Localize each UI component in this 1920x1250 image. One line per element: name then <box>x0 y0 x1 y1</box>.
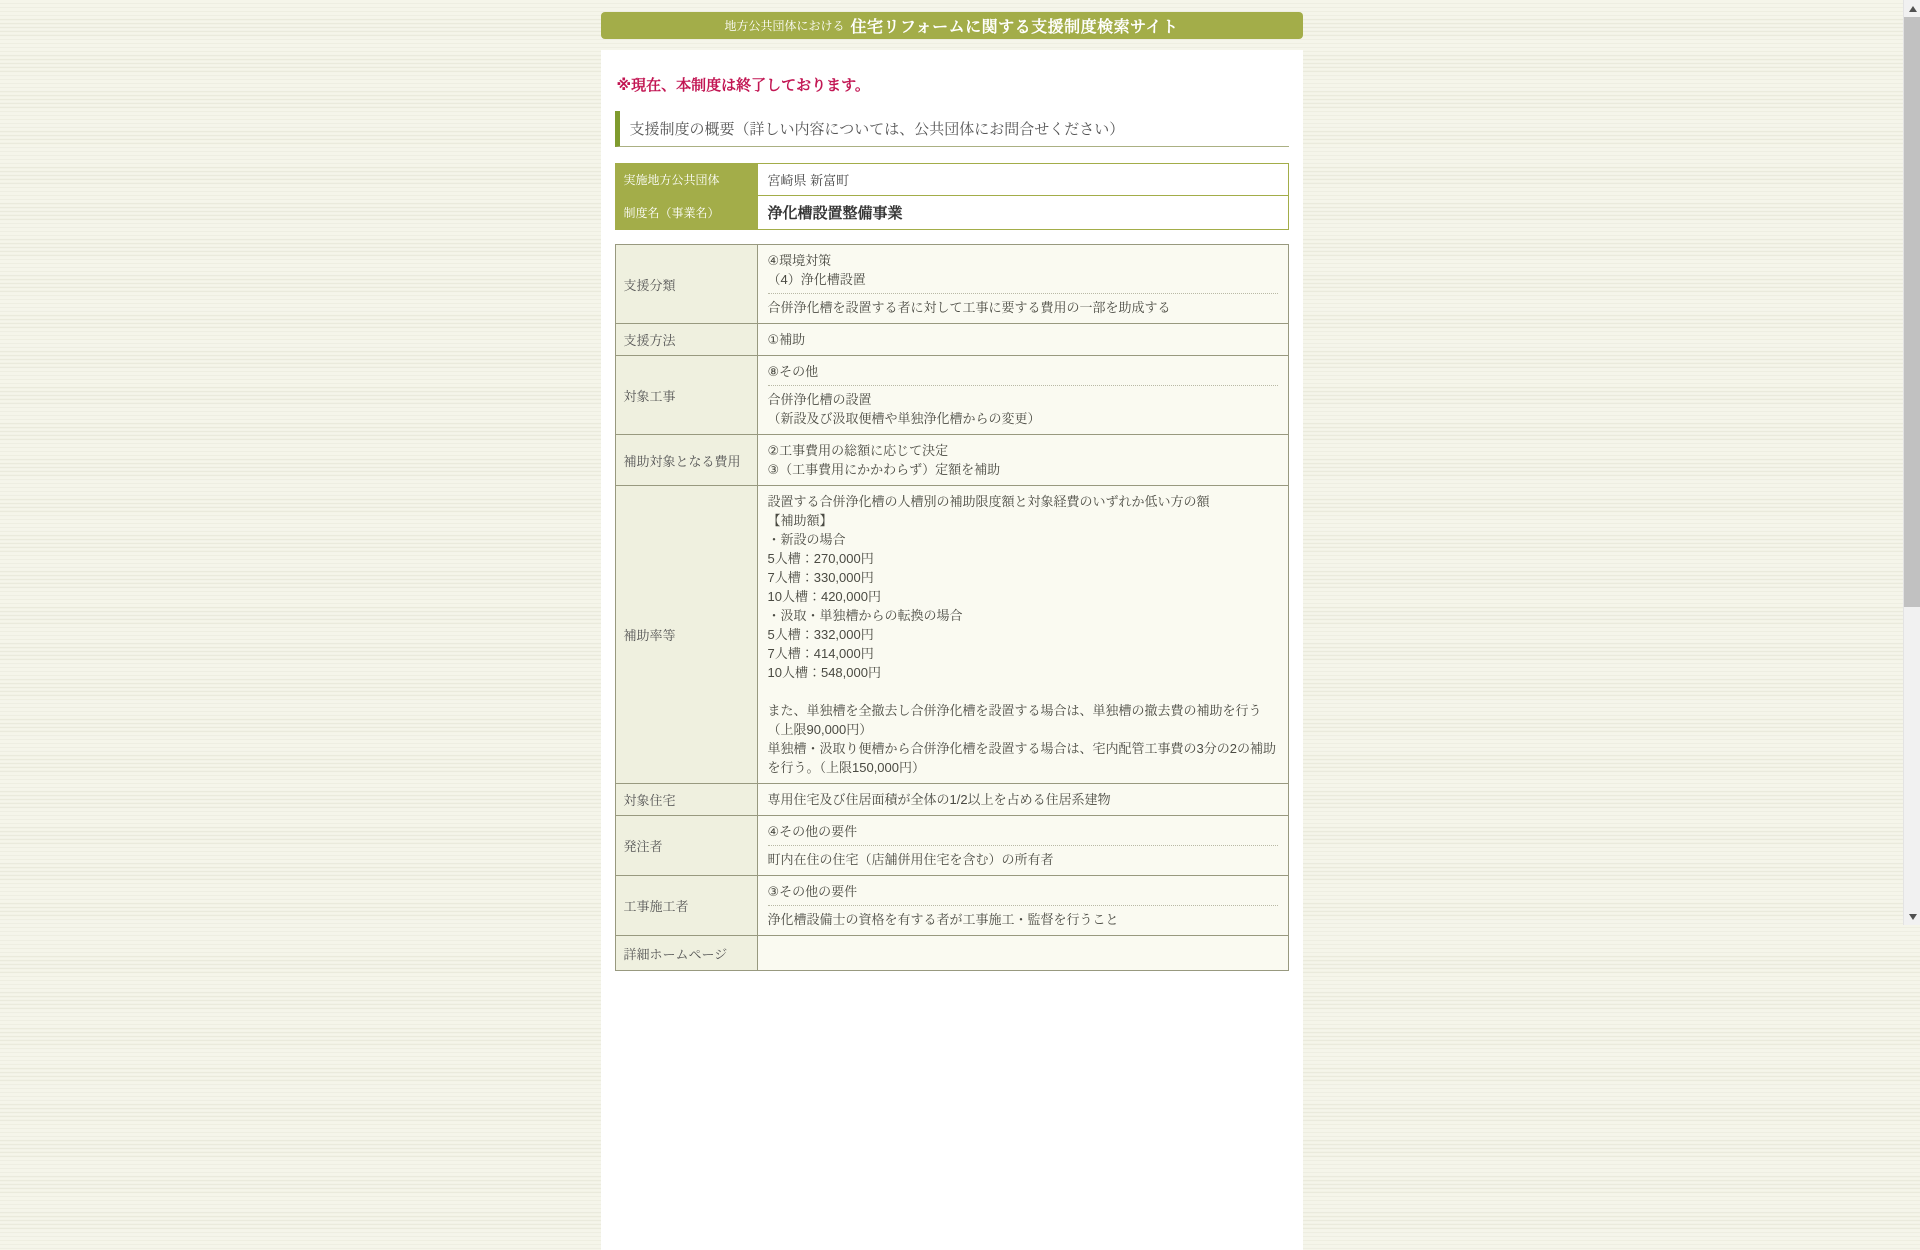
site-title: 住宅リフォームに関する支援制度検索サイト <box>850 19 1179 36</box>
row-value-primary: ⑧その他 <box>767 364 819 379</box>
row-value-primary: ③その他の要件 <box>767 884 858 899</box>
row-label: 対象住宅 <box>615 784 757 816</box>
row-label: 支援方法 <box>615 324 757 356</box>
row-value-primary: ②工事費用の総額に応じて決定 ③（工事費用にかかわらず）定額を補助 <box>767 443 1001 477</box>
scrollbar-up-button[interactable] <box>1904 0 1920 17</box>
table-row <box>615 245 1288 324</box>
row-value <box>757 324 1288 356</box>
scrollbar-down-button[interactable] <box>1904 908 1920 925</box>
table-row <box>615 486 1288 784</box>
row-label: 補助対象となる費用 <box>615 435 757 486</box>
row-label: 発注者 <box>615 816 757 876</box>
table-row <box>615 816 1288 876</box>
row-value <box>757 816 1288 876</box>
down-arrow-icon <box>1909 914 1917 920</box>
row-label: 工事施工者 <box>615 876 757 936</box>
page-viewport <box>0 12 1903 962</box>
table-row <box>615 324 1288 356</box>
row-value-secondary: 町内在住の住宅（店舗併用住宅を含む）の所有者 <box>768 845 1278 869</box>
section-heading: 支援制度の概要（詳しい内容については、公共団体にお問合せください） <box>615 111 1289 147</box>
row-value-primary <box>768 942 1278 964</box>
row-value <box>757 876 1288 936</box>
content-column <box>601 12 1303 1250</box>
row-label: 補助率等 <box>615 486 757 784</box>
row-value-primary: ①補助 <box>767 332 806 347</box>
row-value-secondary: 合併浄化槽を設置する者に対して工事に要する費用の一部を助成する <box>768 293 1278 317</box>
row-value <box>757 435 1288 486</box>
row-value <box>757 784 1288 816</box>
table-row <box>615 164 1288 196</box>
row-value: 浄化槽設置整備事業 <box>757 196 1288 230</box>
main-content-panel <box>601 50 1303 1250</box>
site-title-prefix: 地方公共団体における <box>724 19 845 33</box>
row-value-primary: ④その他の要件 <box>767 824 858 839</box>
table-row <box>615 936 1288 971</box>
table-row <box>615 356 1288 435</box>
system-ended-notice: ※現在、本制度は終了しております。 <box>616 77 870 94</box>
row-value-secondary: 浄化槽設備士の資格を有する者が工事施工・監督を行うこと <box>768 905 1278 929</box>
row-value-primary: ④環境対策 （4）浄化槽設置 <box>767 253 866 287</box>
detail-table <box>615 244 1289 971</box>
up-arrow-icon <box>1909 6 1917 12</box>
row-value-primary: 専用住宅及び住居面積が全体の1/2以上を占める住居系建物 <box>767 792 1111 807</box>
row-label: 詳細ホームページ <box>615 936 757 971</box>
table-row <box>615 196 1288 230</box>
scrollbar[interactable] <box>1903 0 1920 925</box>
row-label: 制度名（事業名） <box>615 196 757 230</box>
row-value <box>757 356 1288 435</box>
row-value <box>757 486 1288 784</box>
table-row <box>615 435 1288 486</box>
table-row <box>615 876 1288 936</box>
row-label: 支援分類 <box>615 245 757 324</box>
row-value-secondary: 合併浄化槽の設置 （新設及び汲取便槽や単独浄化槽からの変更） <box>768 385 1278 428</box>
row-value: 宮崎県 新富町 <box>757 164 1288 196</box>
row-value <box>757 936 1288 971</box>
row-label: 実施地方公共団体 <box>615 164 757 196</box>
row-value <box>757 245 1288 324</box>
table-row <box>615 784 1288 816</box>
site-header-banner <box>601 12 1303 39</box>
scrollbar-thumb[interactable] <box>1904 17 1920 607</box>
summary-table <box>615 163 1289 230</box>
row-label: 対象工事 <box>615 356 757 435</box>
row-value-primary: 設置する合併浄化槽の人槽別の補助限度額と対象経費のいずれか低い方の額 【補助額】 ・新設の場合 5人槽：270,000円 7人槽：330,000円 10人槽：420,000円 ・汲取・単独槽からの転換の場合 5人槽：332,000円 7人槽：414,000円 10人槽：548,000円 また、単独槽を全撤去し合併浄化槽を設置する場合は、単独槽の撤去費の補助を行う（上限90,000円） 単独槽・汲取り便槽から合併浄化槽を設置する場合は、宅内配管工事費の3分の2の補助を行う。（上限150,000円） <box>767 494 1276 775</box>
